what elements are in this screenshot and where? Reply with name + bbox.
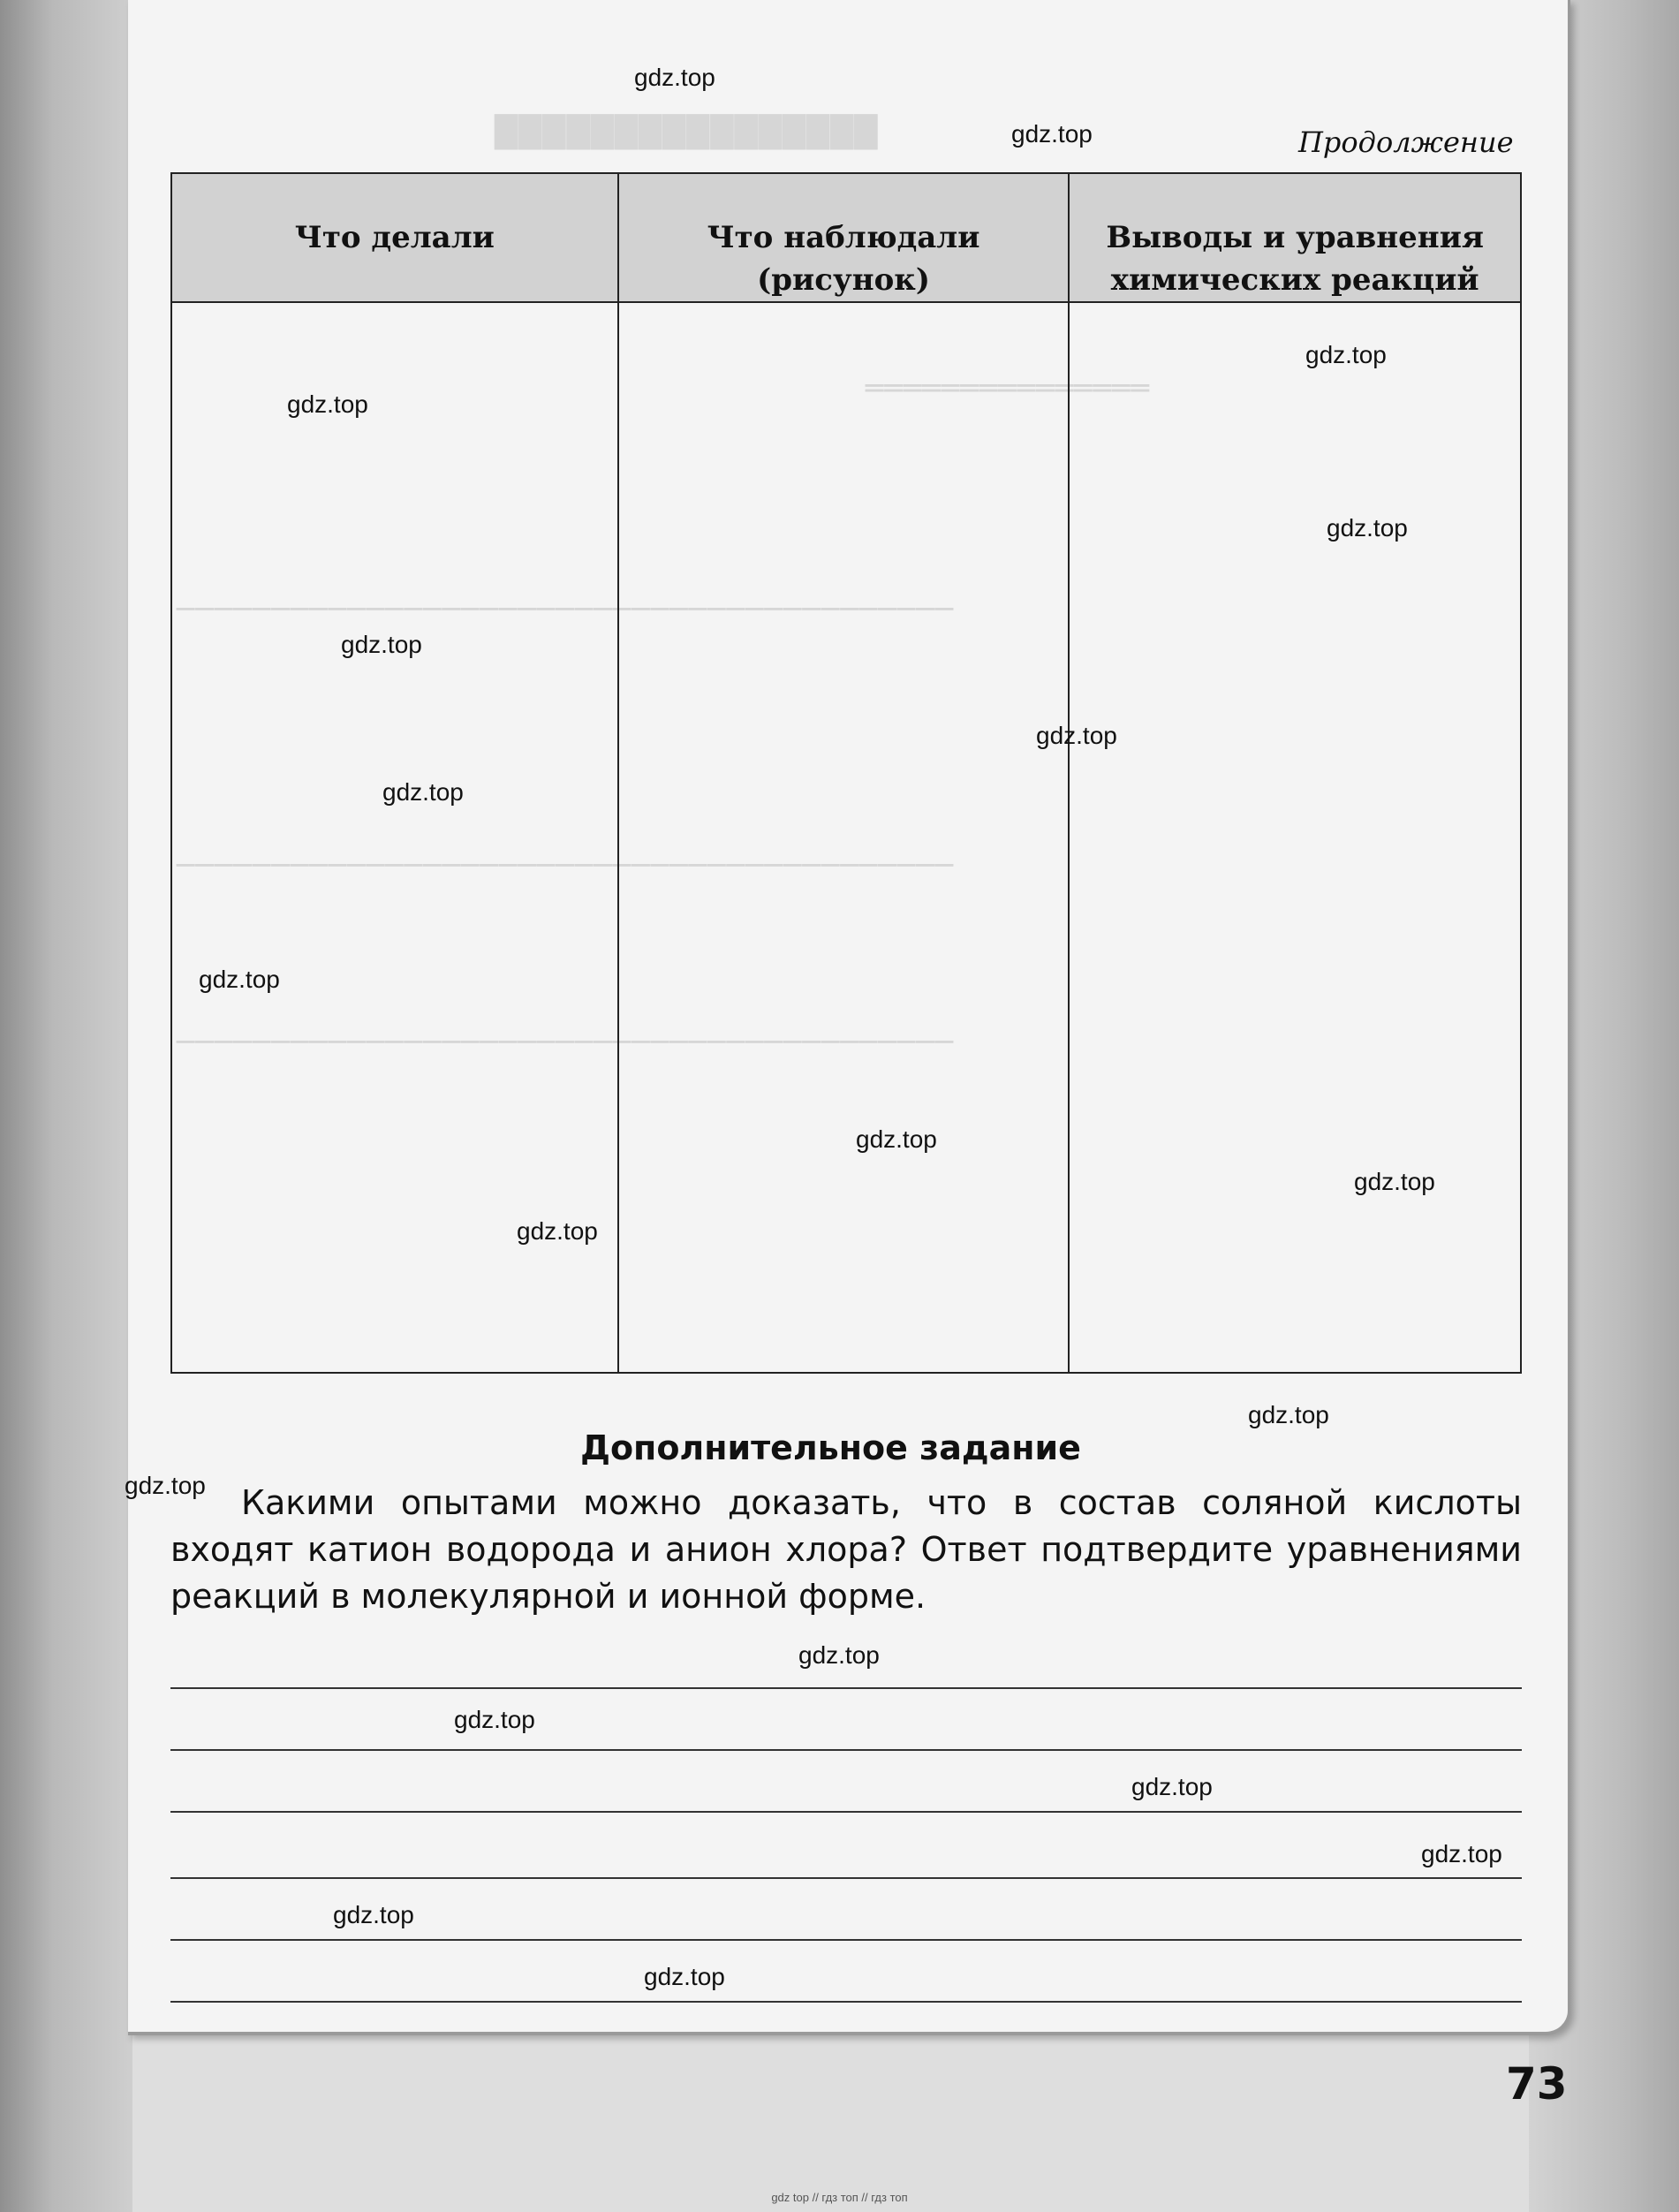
answer-line[interactable] — [170, 1749, 1522, 1751]
watermark: gdz.top — [1327, 514, 1408, 542]
answer-line[interactable] — [170, 1687, 1522, 1689]
watermark: gdz.top — [341, 631, 422, 658]
watermark: gdz.top — [1421, 1840, 1502, 1867]
book-spine — [0, 0, 132, 2212]
page-number: 73 — [1506, 2058, 1568, 2110]
task-title-text: Дополнительное задание — [580, 1428, 1081, 1467]
watermark: gdz.top — [1248, 1401, 1329, 1428]
answer-line[interactable] — [170, 1811, 1522, 1813]
watermark: gdz.top — [454, 1706, 535, 1733]
watermark: gdz.top — [856, 1125, 937, 1153]
answer-line[interactable] — [170, 1877, 1522, 1879]
watermark: gdz.top — [333, 1901, 414, 1928]
watermark: gdz.top — [798, 1641, 880, 1669]
answer-cell[interactable] — [171, 302, 618, 1373]
task-title — [0, 1428, 1679, 1467]
table-row — [171, 302, 1521, 1373]
watermark: gdz.top — [634, 64, 715, 91]
answer-cell[interactable] — [1069, 302, 1521, 1373]
watermark: gdz.top — [644, 1963, 725, 1990]
col-header-observations-label: Что наблюдали (рисунок) — [707, 220, 980, 298]
watermark: gdz.top — [199, 966, 280, 993]
watermark: gdz.top — [1011, 120, 1093, 148]
watermark: gdz.top — [1354, 1168, 1435, 1195]
task-text: Какими опытами можно доказать, что в состав соляной кислоты входят катион водорода и анион хлора? Ответ подтвердите уравнениями реакций в молекулярной и ионной форме. — [170, 1483, 1522, 1616]
col-header-conclusions — [1069, 173, 1521, 302]
col-header-actions — [171, 173, 618, 302]
watermark: gdz.top — [382, 778, 464, 806]
answer-line[interactable] — [170, 2001, 1522, 2003]
answer-cell[interactable] — [618, 302, 1070, 1373]
watermark: gdz.top — [1036, 722, 1117, 749]
col-header-conclusions-label: Выводы и уравнения химических реакций — [1106, 220, 1485, 298]
answer-line[interactable] — [170, 1939, 1522, 1941]
col-header-observations — [618, 173, 1070, 302]
continued-label: Продолжение — [1298, 125, 1514, 159]
watermark: gdz.top — [1305, 341, 1387, 368]
watermark: gdz.top — [287, 390, 368, 418]
bottom-banner: gdz top // гдз топ // гдз топ — [771, 2191, 908, 2204]
watermark: gdz.top — [125, 1472, 206, 1499]
watermark: gdz.top — [517, 1217, 598, 1245]
watermark: gdz.top — [1131, 1773, 1213, 1800]
col-header-actions-label: Что делали — [294, 220, 495, 255]
